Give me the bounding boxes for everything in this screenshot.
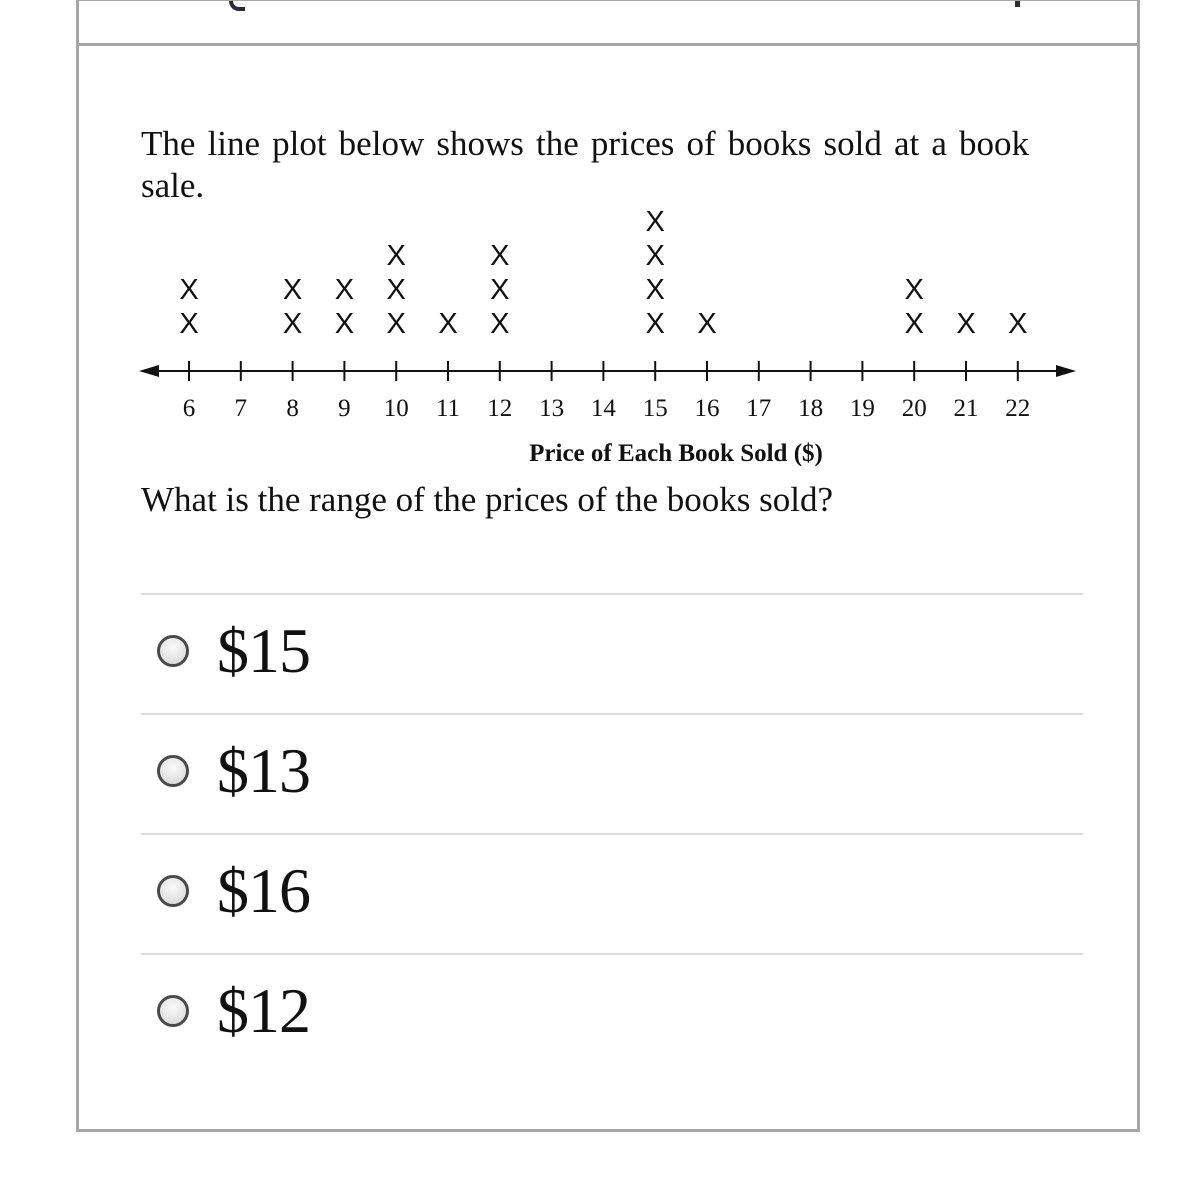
tick-label: 6 [182, 395, 196, 422]
tick-label: 12 [487, 395, 513, 422]
choice-label: $15 [217, 615, 310, 686]
tick-label: 17 [746, 395, 772, 422]
line-plot [139, 211, 1099, 473]
x-mark: X [1008, 308, 1028, 340]
radio-button-icon[interactable] [157, 875, 189, 907]
choice-label: $16 [217, 855, 310, 926]
tick-label: 14 [590, 395, 616, 422]
x-mark: X [179, 308, 199, 340]
x-mark: X [438, 308, 458, 340]
answer-choice-c[interactable] [141, 835, 1083, 953]
card-header [79, 1, 1137, 46]
tick-label: 10 [383, 395, 409, 422]
question-ask: What is the range of the prices of the books sold? [141, 480, 834, 519]
question-prompt: The line plot below shows the prices of books sold at a book sale. [141, 124, 1029, 205]
answer-choice-b[interactable] [141, 715, 1083, 833]
x-mark: X [645, 211, 665, 238]
radio-button-icon[interactable] [157, 995, 189, 1027]
tick-label: 18 [798, 395, 824, 422]
question-card [76, 0, 1140, 1132]
x-mark: X [956, 308, 976, 340]
x-mark: X [282, 274, 303, 306]
mark-group [179, 211, 1027, 340]
x-mark: X [386, 240, 406, 272]
x-mark: X [904, 274, 924, 306]
tick-label: 16 [694, 395, 720, 422]
radio-button-icon[interactable] [157, 755, 189, 787]
tick-label: 15 [642, 395, 668, 422]
radio-button-icon[interactable] [157, 635, 189, 667]
tick-label: 7 [234, 395, 248, 422]
tick-label: 22 [1005, 395, 1031, 422]
x-mark: X [490, 274, 510, 306]
x-mark: X [490, 308, 510, 340]
x-mark: X [904, 308, 924, 340]
x-mark: X [334, 274, 355, 306]
tick-label: 8 [286, 395, 299, 422]
header-glyph [1015, 1, 1020, 7]
tick-label: 21 [953, 395, 979, 422]
right-arrow-icon [1056, 365, 1076, 377]
tick-label: 13 [539, 395, 565, 422]
x-mark: X [645, 274, 665, 306]
tick-label: 20 [901, 395, 927, 422]
tick-label: 11 [435, 395, 461, 422]
header-glyph [229, 1, 245, 11]
x-mark: X [697, 308, 717, 340]
x-mark: X [334, 308, 355, 340]
x-mark: X [282, 308, 303, 340]
x-mark: X [490, 240, 510, 272]
choice-label: $12 [217, 975, 310, 1046]
x-mark: X [179, 274, 199, 306]
answer-choice-a[interactable] [141, 595, 1083, 713]
x-mark: X [645, 240, 665, 272]
x-axis-label: Price of Each Book Sold ($) [529, 440, 823, 467]
choice-label: $13 [217, 735, 310, 806]
x-mark: X [645, 308, 665, 340]
x-mark: X [386, 308, 406, 340]
tick-label: 19 [849, 395, 875, 422]
answer-choice-d[interactable] [141, 955, 1083, 1073]
tick-label: 9 [338, 395, 351, 422]
left-arrow-icon [139, 365, 159, 377]
x-mark: X [386, 274, 406, 306]
